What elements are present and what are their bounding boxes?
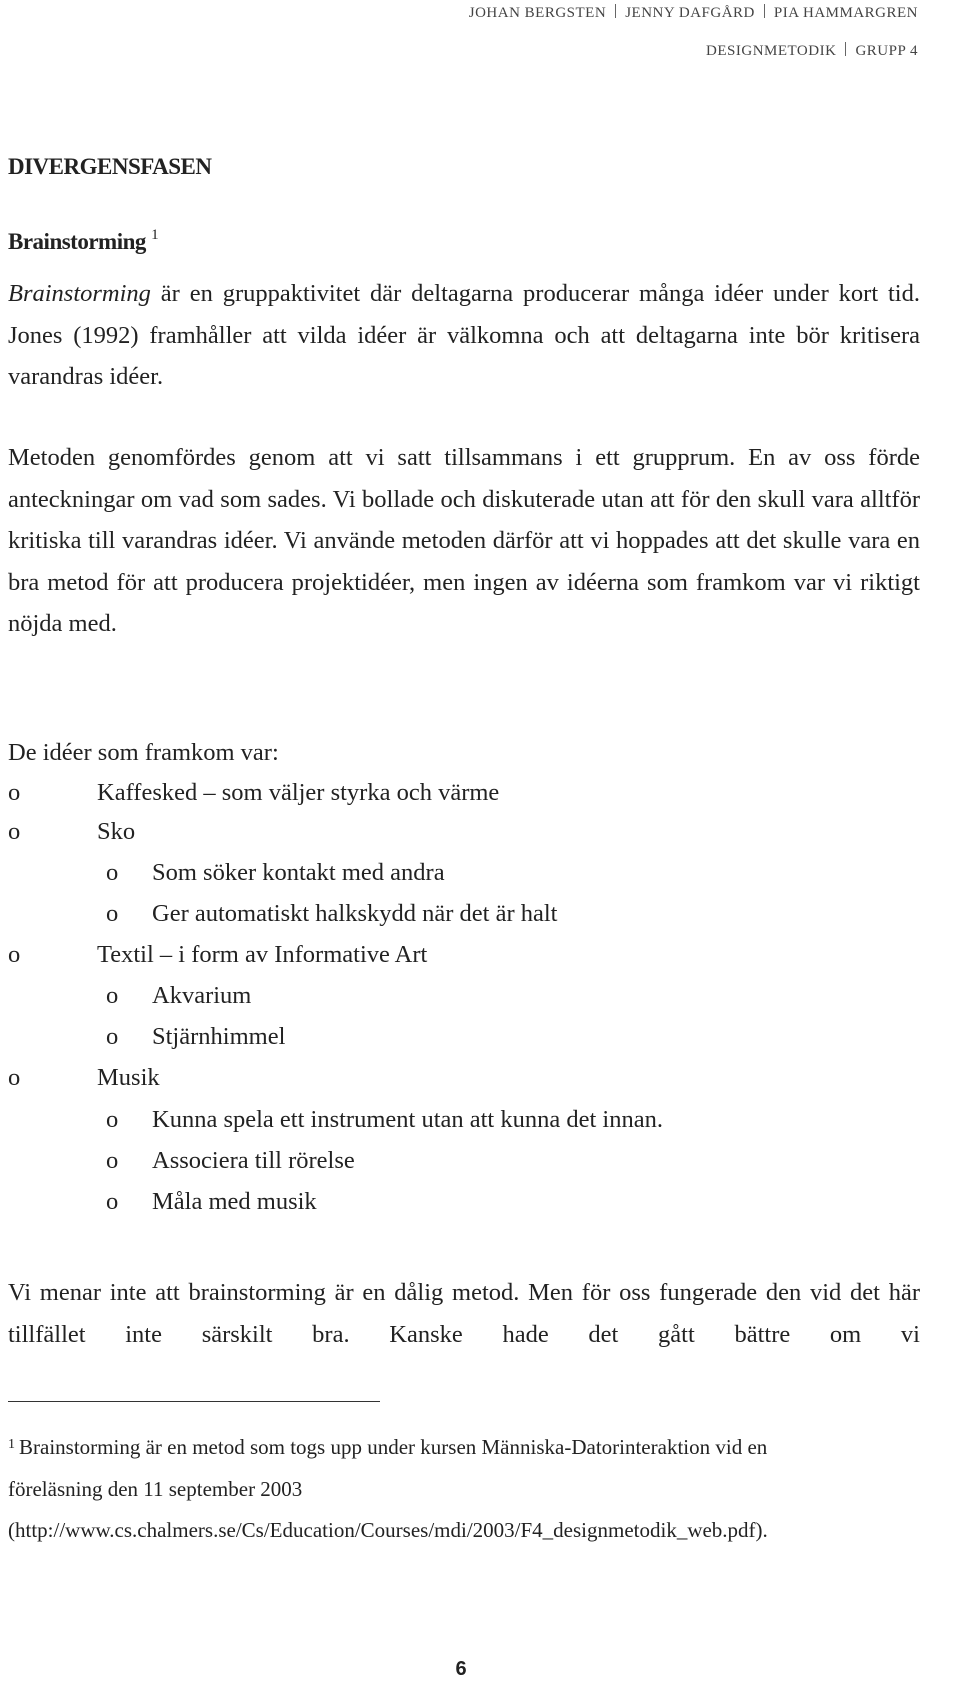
list-item-text: Textil – i form av Informative Art xyxy=(97,941,428,968)
footnote-line: föreläsning den 11 september 2003 xyxy=(8,1476,303,1501)
header-separator xyxy=(764,4,765,18)
group-name: GRUPP 4 xyxy=(855,43,918,59)
paragraph-conclusion: Vi menar inte att brainstorming är en dålig metod. Men för oss fungerade den vid det här tillfället inte särskilt bra. Kanske hade det gått bättre om vi xyxy=(8,1279,920,1348)
bullet-marker: o xyxy=(8,1064,21,1091)
footnote-marker: 1 xyxy=(8,1437,15,1452)
author-name: JENNY DAFGÅRD xyxy=(625,5,755,21)
author-name: JOHAN BERGSTEN xyxy=(468,5,607,21)
footnote-divider xyxy=(8,1401,380,1402)
bullet-marker: o xyxy=(106,1106,119,1133)
paragraph-method: Metoden genomfördes genom att vi satt tillsammans i ett grupprum. En av oss förde anteckningar om vad som sades. Vi bollade och diskuterade utan att för den skull vara alltför kritiska till varandras idéer. Vi använde metoden därför att vi hoppades att det skulle vara en bra metod för att producera projektidéer, men ingen av idéerna som framkom var vi riktigt nöjda med. xyxy=(8,444,920,637)
list-item-text: Sko xyxy=(97,818,136,845)
subsection-title-text: Brainstorming xyxy=(8,229,146,254)
bullet-marker: o xyxy=(106,900,119,927)
bullet-marker: o xyxy=(106,1023,119,1050)
subsection-title xyxy=(8,227,158,255)
section-title: DIVERGENSFASEN xyxy=(8,154,212,179)
bullet-marker: o xyxy=(106,1188,119,1215)
author-name: PIA HAMMARGREN xyxy=(773,5,918,21)
list-item-text: Musik xyxy=(97,1064,160,1091)
paragraph-intro-text: är en gruppaktivitet där deltagarna producerar många idéer under kort tid. Jones (1992) framhåller att vilda idéer är välkomna och att deltagarna inte bör kritisera varandras idéer. xyxy=(8,280,920,390)
bullet-marker: o xyxy=(8,941,21,968)
running-header-authors xyxy=(469,4,918,22)
header-separator xyxy=(615,4,616,18)
list-item-text: Kunna spela ett instrument utan att kunna det innan. xyxy=(152,1106,663,1133)
footnote-line xyxy=(8,1424,958,1469)
term-brainstorming: Brainstorming xyxy=(8,280,151,307)
bullet-marker: o xyxy=(106,859,119,886)
footnote-reference: 1 xyxy=(151,227,159,243)
footnote xyxy=(8,1424,958,1552)
course-name: DESIGNMETODIK xyxy=(706,43,837,59)
list-item-text: Kaffesked – som väljer styrka och värme xyxy=(97,779,500,806)
bullet-marker: o xyxy=(106,982,119,1009)
page-number: 6 xyxy=(455,1658,467,1680)
paragraph-intro xyxy=(8,273,920,398)
list-item-text: Akvarium xyxy=(152,982,252,1009)
list-item-text: Stjärnhimmel xyxy=(152,1023,286,1050)
footnote-text: Brainstorming är en metod som togs upp under kursen Människa-Datorinteraktion vid en xyxy=(19,1435,768,1459)
bullet-marker: o xyxy=(8,779,21,806)
header-separator xyxy=(845,42,846,56)
ideas-intro: De idéer som framkom var: xyxy=(8,739,279,766)
running-header-course xyxy=(706,42,918,60)
list-item-text: Associera till rörelse xyxy=(152,1147,355,1174)
bullet-marker: o xyxy=(8,818,21,845)
list-item-text: Måla med musik xyxy=(152,1188,317,1215)
list-item-text: Ger automatiskt halkskydd när det är halt xyxy=(152,900,558,927)
footnote-url: (http://www.cs.chalmers.se/Cs/Education/Courses/mdi/2003/F4_designmetodik_web.pdf). xyxy=(8,1518,768,1542)
bullet-marker: o xyxy=(106,1147,119,1174)
list-item-text: Som söker kontakt med andra xyxy=(152,859,445,886)
